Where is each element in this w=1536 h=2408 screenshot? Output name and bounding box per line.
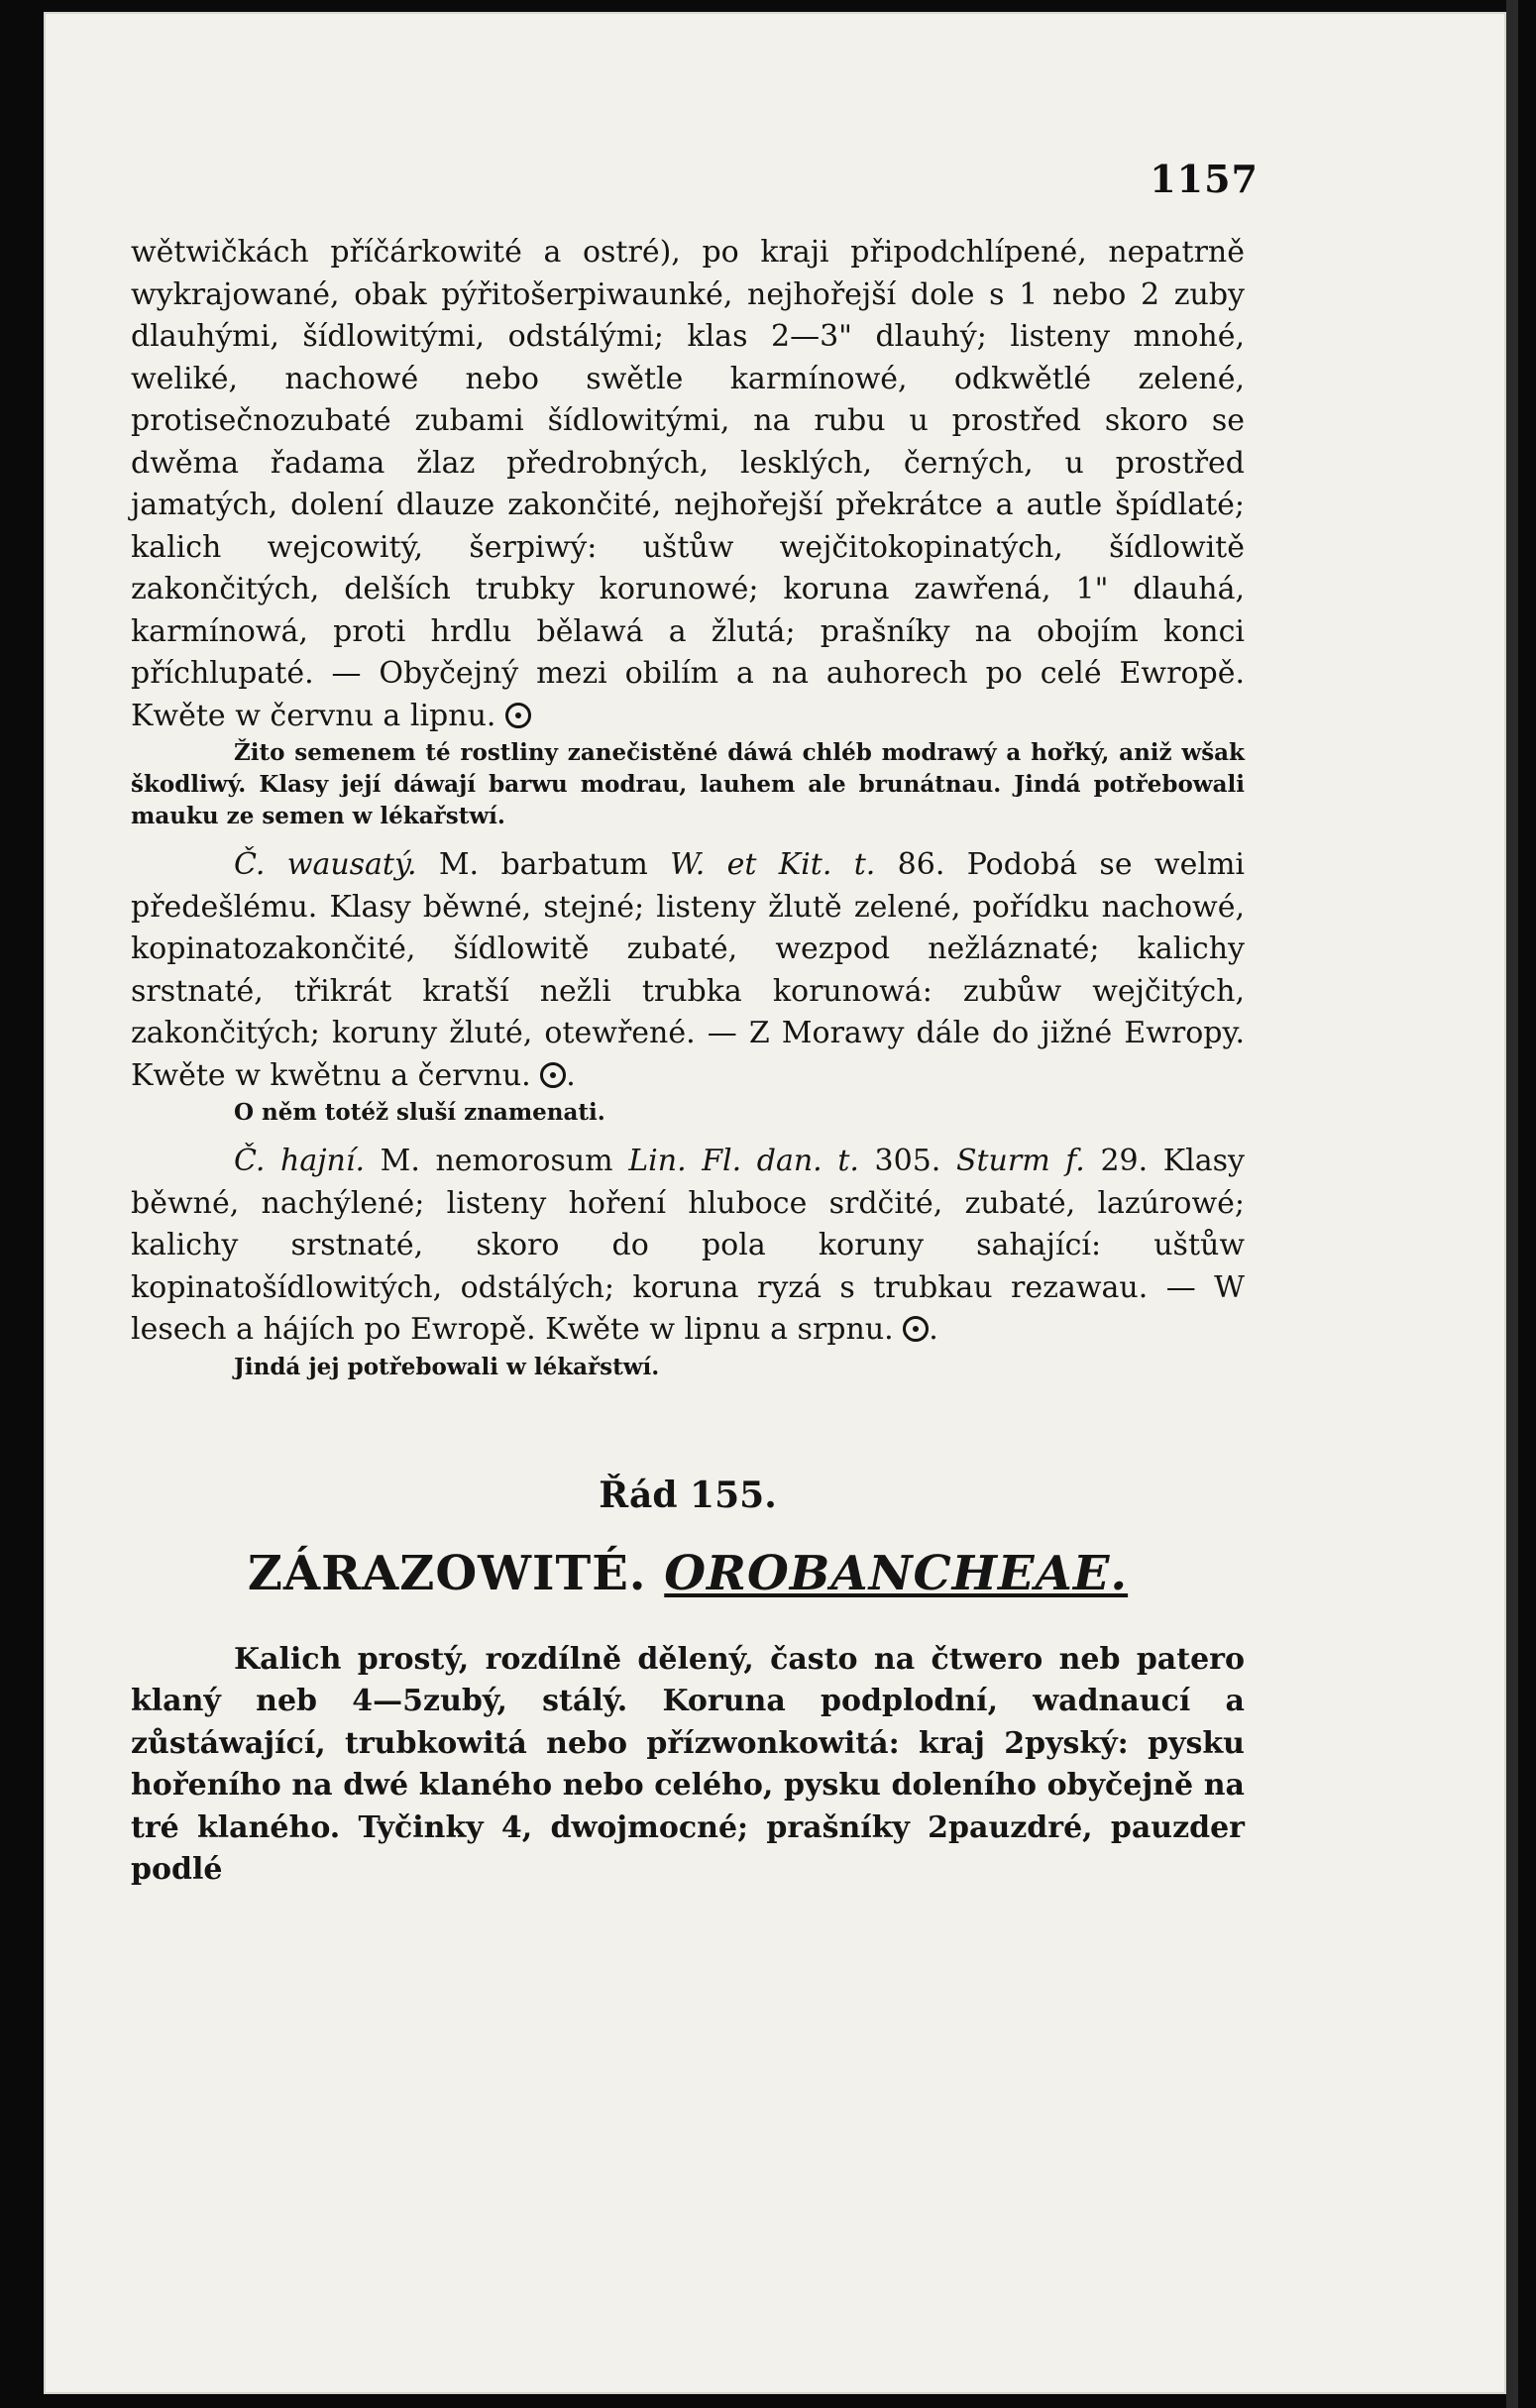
annual-plant-symbol-icon: [540, 1062, 566, 1088]
citation: Lin. Fl. dan. t.: [628, 1144, 859, 1178]
family-czech-name: ZÁRAZOWITÉ.: [247, 1545, 647, 1601]
species-name: Č. hajní.: [234, 1144, 365, 1178]
annual-plant-symbol-icon: [903, 1316, 929, 1342]
order-heading: Řád 155.: [599, 1474, 777, 1516]
species-name: Č. wausatý.: [234, 847, 417, 882]
species-entry-nemorosum: Č. hajní. M. nemorosum Lin. Fl. dan. t. 305. Sturm f. 29. Klasy běwné, nachýlené; listeny hoření hluboce srdčité, zubaté, lazúrowé; kalichy srstnaté, skoro do pola koruny sahající: uštůw kopinatošídlowitých, odstálých; koruna ryzá s trubkau rezawau. — W lesech a hájích po Ewropě. Kwěte w lipnu a srpnu. .: [131, 1144, 1246, 1347]
annual-plant-symbol-icon: [505, 703, 531, 728]
book-page: [44, 12, 1506, 2394]
species-entry-barbatum: Č. wausatý. M. barbatum W. et Kit. t. 86. Podobá se welmi předešlému. Klasy běwné, stejné; listeny žlutě zelené, pořídku nachowé, kopinatozakončité, šídlowitě zubaté, wezpod nežláznaté; kalichy srstnaté, třikrát kratší nežli trubka korunowá: zubůw wejčitých, zakončitých; koruny žluté, otewřené. — Z Morawy dále do jižné Ewropy. Kwěte w kwětnu a červnu. .: [131, 847, 1245, 1093]
family-heading: [131, 1542, 1245, 1605]
usage-note: O něm totéž sluší znamenati.: [234, 1099, 605, 1126]
usage-note: Žito semenem té rostliny zanečistěné dáwá chléb modrawý a hořký, aniž wšak škodliwý. Klasy její dáwají barwu modrau, lauhem ale brunátnau. Jindá potřebowali mauku ze semen w lékařstwí.: [131, 739, 1245, 829]
usage-note: Jindá jej potřebowali w lékařstwí.: [234, 1353, 660, 1380]
family-description: Kalich prostý, rozdílně dělený, často na čtwero neb patero klaný neb 4—5zubý, stálý. Koruna podplodní, wadnaucí a zůstáwající, trubkowitá nebo přízwonkowitá: kraj 2pyský: pysku hořeního na dwé klaného nebo celého, pysku doleního obyčejně na tré klaného. Tyčinky 4, dwojmocné; prašníky 2pauzdré, pauzder podlé: [131, 1641, 1245, 1887]
family-latin-name: OROBANCHEAE.: [664, 1545, 1129, 1601]
citation: W. et Kit. t.: [670, 847, 876, 882]
page-number: 1157: [1150, 157, 1259, 201]
page-content: [131, 232, 1245, 1892]
citation: Sturm f.: [955, 1144, 1085, 1178]
page-edge: [1506, 0, 1518, 2408]
paragraph-continued: wětwičkách příčárkowité a ostré), po kraji připodchlípené, nepatrně wykrajowané, obak pýřitošerpiwaunké, nejhořejší dole s 1 nebo 2 zuby dlauhými, šídlowitými, odstálými; klas 2—3" dlauhý; listeny mnohé, weliké, nachowé nebo swětle karmínowé, odkwětlé zelené, protisečnozubaté zubami šídlowitými, na rubu u prostřed skoro se dwěma řadama žlaz předrobných, lesklých, černých, u prostřed jamatých, dolení dlauze zakončité, nejhořejší překrátce a autle špídlaté; kalich wejcowitý, šerpiwý: uštůw wejčitokopinatých, šídlowitě zakončitých, delších trubky korunowé; koruna zawřená, 1" dlauhá, karmínowá, proti hrdlu bělawá a žlutá; prašníky na obojím konci příchlupaté. — Obyčejný mezi obilím a na auhorech po celé Ewropě. Kwěte w červnu a lipnu.: [131, 235, 1245, 733]
